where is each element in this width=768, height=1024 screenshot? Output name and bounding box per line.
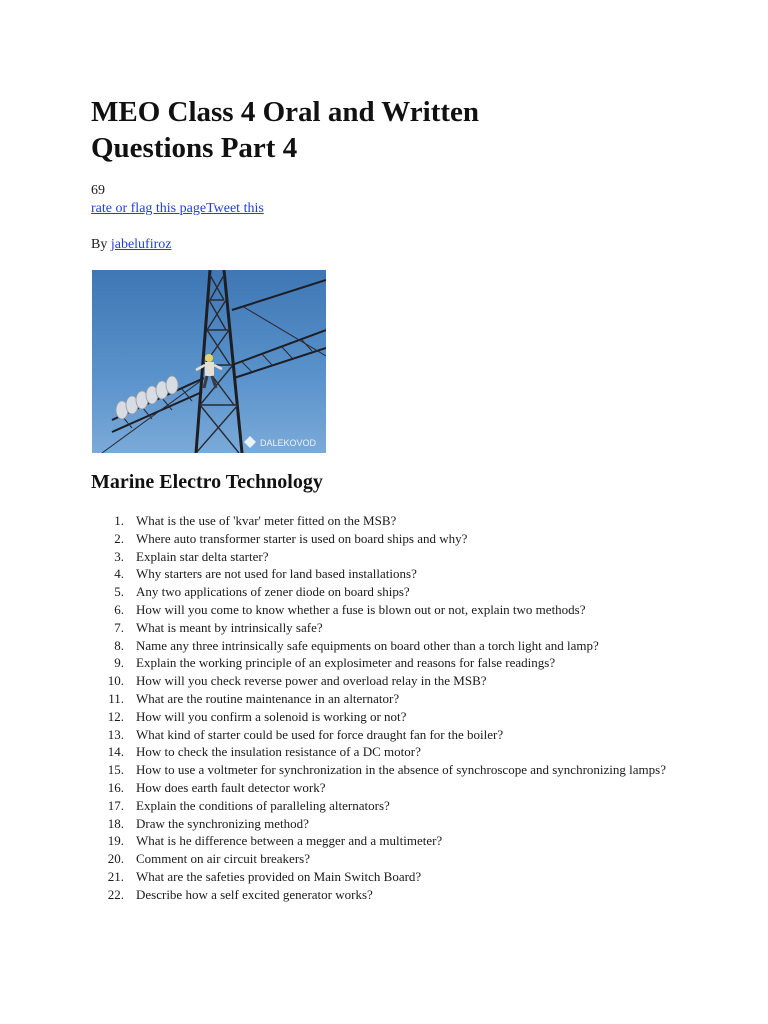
question-text: Explain the conditions of paralleling alternators? [136, 797, 390, 813]
question-item [91, 743, 711, 761]
question-number: 17. [107, 797, 124, 813]
question-text: What are the routine maintenance in an alternator? [136, 690, 400, 706]
question-item [91, 690, 711, 708]
image-watermark: DALEKOVOD [260, 438, 317, 448]
question-text: How to use a voltmeter for synchronization in the absence of synchroscope and synchronizing lamps? [136, 762, 666, 778]
question-number: 10. [107, 673, 124, 689]
question-item [91, 815, 711, 833]
question-item [91, 779, 711, 797]
author-link[interactable]: jabelufiroz [110, 237, 172, 252]
question-number: 21. [107, 868, 124, 884]
question-text: Describe how a self excited generator works? [136, 886, 373, 902]
question-item [91, 761, 711, 779]
question-text: Where auto transformer starter is used on board ships and why? [136, 530, 468, 546]
question-item [91, 583, 711, 601]
question-item [91, 637, 711, 655]
question-item [91, 654, 711, 672]
question-number: 18. [107, 815, 124, 831]
question-text: Any two applications of zener diode on board ships? [136, 584, 410, 600]
question-text: How will you come to know whether a fuse is blown out or not, explain two methods? [136, 601, 586, 617]
page-title: MEO Class 4 Oral and Written Questions Part 4 [91, 96, 480, 164]
question-text: Explain star delta starter? [136, 548, 269, 564]
question-number: 20. [107, 851, 124, 867]
article-photo [92, 270, 326, 453]
question-text: Why starters are not used for land based installations? [136, 566, 417, 582]
question-number: 19. [107, 833, 124, 849]
question-text: How to check the insulation resistance of a DC motor? [136, 744, 421, 760]
question-item [91, 726, 711, 744]
question-text: Draw the synchronizing method? [136, 815, 309, 831]
question-text: What kind of starter could be used for force draught fan for the boiler? [136, 726, 504, 742]
tweet-link[interactable]: Tweet this [206, 201, 264, 216]
question-text: What are the safeties provided on Main Switch Board? [136, 868, 422, 884]
question-text: Name any three intrinsically safe equipments on board other than a torch light and lamp? [136, 637, 599, 653]
question-number: 9. [114, 655, 124, 671]
question-text: How will you check reverse power and overload relay in the MSB? [136, 673, 487, 689]
question-text: What is the use of 'kvar' meter fitted on the MSB? [136, 513, 397, 528]
question-text: How does earth fault detector work? [136, 779, 326, 795]
rate-flag-link[interactable]: rate or flag this page [91, 201, 207, 216]
question-number: 5. [114, 584, 124, 600]
question-number: 3. [114, 548, 124, 564]
question-item [91, 868, 711, 886]
question-item [91, 672, 711, 690]
power-tower-photo [92, 270, 326, 453]
question-text: Explain the working principle of an explosimeter and reasons for false readings? [136, 655, 556, 671]
question-number: 2. [114, 530, 124, 546]
question-number: 1. [114, 513, 124, 528]
question-number: 14. [107, 744, 124, 760]
question-number: 4. [114, 566, 124, 582]
question-item [91, 565, 711, 583]
question-number: 8. [114, 637, 124, 653]
question-number: 15. [107, 762, 124, 778]
question-number: 22. [107, 886, 124, 902]
question-number: 13. [107, 726, 124, 742]
question-number: 12. [107, 708, 124, 724]
by-label: By [91, 237, 108, 252]
question-number: 16. [107, 779, 124, 795]
question-item [91, 832, 711, 850]
question-text: How will you confirm a solenoid is working or not? [136, 708, 407, 724]
question-item [91, 708, 711, 726]
question-item [91, 601, 711, 619]
question-item [91, 619, 711, 637]
question-item [91, 512, 711, 530]
question-item [91, 850, 711, 868]
section-heading: Marine Electro Technology [91, 471, 323, 493]
action-links [91, 200, 264, 217]
question-text: What is meant by intrinsically safe? [136, 619, 323, 635]
question-number: 11. [108, 690, 124, 706]
rating-count: 69 [91, 183, 105, 198]
question-item [91, 797, 711, 815]
byline [91, 236, 171, 253]
questions-list [91, 512, 711, 904]
question-number: 6. [114, 601, 124, 617]
question-text: What is he difference between a megger and a multimeter? [136, 833, 443, 849]
question-item [91, 548, 711, 566]
question-number: 7. [114, 619, 124, 635]
question-item [91, 886, 711, 904]
question-text: Comment on air circuit breakers? [136, 851, 310, 867]
question-item [91, 530, 711, 548]
